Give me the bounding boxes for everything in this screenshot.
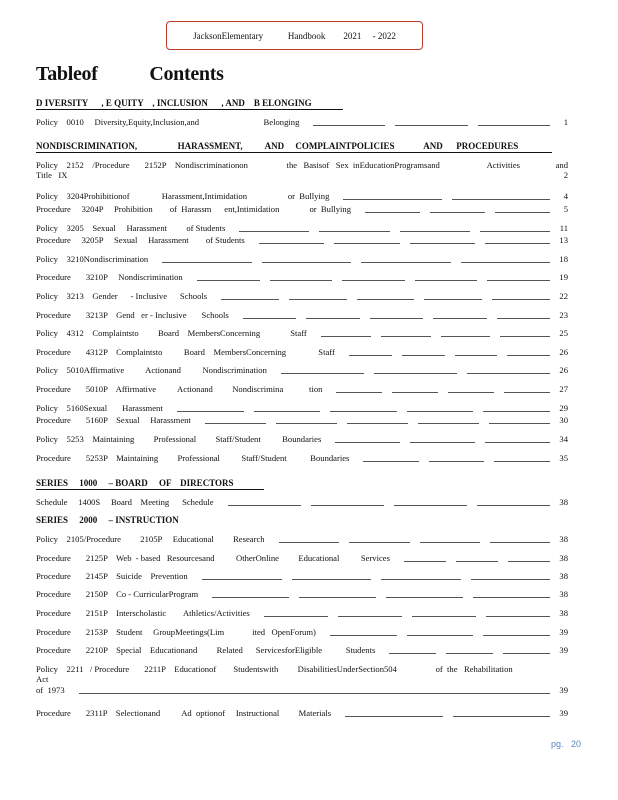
section-heading-nondiscrimination: NONDISCRIMINATION, HARASSMENT, AND COMPLAINTPOLICIES AND PROCEDURES: [36, 141, 552, 153]
leader-line: [503, 653, 550, 654]
leader-line: [330, 411, 397, 412]
leader-line: [455, 355, 498, 356]
toc-entry-page: 29: [559, 403, 568, 413]
toc-entry[interactable]: [36, 160, 568, 180]
toc-entry-page: 38: [559, 553, 568, 563]
toc-entry[interactable]: [36, 384, 568, 394]
toc-entry-page: 34: [559, 434, 568, 444]
section-heading-diversity: D IVERSITY , E QUITY , INCLUSION , AND B ELONGING: [36, 98, 343, 110]
leader-line: [497, 318, 550, 319]
toc-entry-page: 38: [559, 589, 568, 599]
toc-entry[interactable]: [36, 254, 568, 264]
toc-entry-page: 39: [559, 627, 568, 637]
toc-entry[interactable]: [36, 589, 568, 599]
leader-line: [262, 262, 352, 263]
toc-entry-label-continued: of 1973: [36, 685, 65, 695]
leader-line: [486, 616, 550, 617]
toc-entry-label: Procedure 5160P Sexual Harassment: [36, 415, 191, 425]
toc-entry-label-end: and: [555, 160, 568, 170]
leader-line: [349, 355, 392, 356]
handbook-header-box: [166, 21, 423, 50]
leader-line: [441, 336, 491, 337]
toc-entry-page: 19: [559, 272, 568, 282]
toc-entry-page: 35: [559, 453, 568, 463]
toc-title: Tableof Contents: [36, 63, 224, 85]
leader-line: [335, 442, 400, 443]
leader-line: [410, 243, 475, 244]
leader-line: [461, 262, 551, 263]
leader-line: [410, 442, 475, 443]
leader-line: [259, 243, 324, 244]
leader-line: [205, 423, 266, 424]
leader-line: [334, 243, 399, 244]
toc-entry[interactable]: [36, 608, 568, 618]
toc-entry[interactable]: [36, 553, 568, 563]
leader-line: [270, 280, 333, 281]
leader-line: [446, 653, 493, 654]
leader-line: [363, 461, 419, 462]
toc-entry[interactable]: [36, 664, 568, 695]
leader-line: [494, 461, 550, 462]
toc-entry-label: Procedure 3210P Nondiscrimination: [36, 272, 183, 282]
toc-entry[interactable]: [36, 571, 568, 581]
toc-entry-label: Policy 4312 Complaintsto Board MembersConcerning Staff: [36, 328, 307, 338]
leader-line: [311, 505, 384, 506]
leader-line: [467, 373, 550, 374]
leader-line: [508, 561, 550, 562]
leader-line: [338, 616, 402, 617]
leader-line: [212, 597, 289, 598]
leader-line: [500, 336, 550, 337]
leader-line: [264, 616, 328, 617]
leader-line: [79, 693, 550, 694]
toc-entry-label: Procedure 2153P Student GroupMeetings(Lim ited OpenForum): [36, 627, 316, 637]
toc-entry-page: 39: [559, 645, 568, 655]
toc-entry-label: Policy 5160Sexual Harassment: [36, 403, 163, 413]
handbook-header-text: JacksonElementary Handbook 2021 - 2022: [193, 30, 396, 41]
toc-entry-page: 2: [563, 170, 568, 180]
toc-entry-label: Procedure 2151P Interscholastic Athletics/Activities: [36, 608, 250, 618]
toc-entry-label: Procedure 2210P Special Educationand Related ServicesforEligible Students: [36, 645, 376, 655]
toc-entry[interactable]: [36, 310, 568, 320]
leader-line: [424, 299, 482, 300]
leader-line: [370, 318, 423, 319]
toc-entry-page: 39: [559, 685, 568, 695]
toc-entry[interactable]: [36, 497, 568, 507]
leader-line: [485, 243, 550, 244]
toc-entry-page: 22: [559, 291, 568, 301]
leader-line: [430, 212, 485, 213]
leader-line: [281, 373, 364, 374]
toc-entry[interactable]: [36, 291, 568, 301]
leader-line: [412, 616, 476, 617]
leader-line: [347, 423, 408, 424]
toc-entry[interactable]: [36, 534, 568, 544]
toc-entry-page: 38: [559, 534, 568, 544]
leader-line: [336, 392, 382, 393]
toc-entry[interactable]: [36, 645, 568, 655]
leader-line: [418, 423, 479, 424]
toc-entry-label: Procedure 2145P Suicide Prevention: [36, 571, 188, 581]
toc-entry[interactable]: [36, 235, 568, 245]
leader-line: [400, 231, 470, 232]
toc-entry[interactable]: [36, 627, 568, 637]
leader-line: [495, 212, 550, 213]
toc-entry-page: 38: [559, 608, 568, 618]
leader-line: [243, 318, 296, 319]
toc-entry-label: Procedure 5253P Maintaining Professional Staff/Student Boundaries: [36, 453, 350, 463]
leader-line: [342, 280, 405, 281]
toc-entry-label-continued: Act: [36, 674, 49, 684]
leader-line: [480, 231, 550, 232]
leader-line: [504, 392, 550, 393]
leader-line: [345, 716, 443, 717]
leader-line: [395, 125, 467, 126]
leader-line: [453, 716, 551, 717]
toc-entry-page: 26: [559, 365, 568, 375]
toc-entry-label: Procedure 3205P Sexual Harassment of Students: [36, 235, 245, 245]
toc-entry-label: Procedure 3213P Gend er - Inclusive Schools: [36, 310, 229, 320]
toc-entry-label: Policy 3210Nondiscrimination: [36, 254, 149, 264]
toc-entry-label: Procedure 4312P Complaintsto Board MembersConcerning Staff: [36, 347, 335, 357]
leader-line: [365, 212, 420, 213]
toc-entry-label: Procedure 3204P Prohibition of Harassm ent,Intimidation or Bullying: [36, 204, 351, 214]
toc-entry-label: Policy 3204Prohibitionof Harassment,Intimidation or Bullying: [36, 191, 330, 201]
leader-line: [319, 231, 389, 232]
toc-entry-page: 5: [563, 204, 568, 214]
toc-entry[interactable]: [36, 708, 568, 718]
leader-line: [313, 125, 385, 126]
toc-entry-label: Policy 0010 Diversity,Equity,Inclusion,and Belonging: [36, 117, 300, 127]
toc-entry[interactable]: [36, 191, 568, 201]
toc-entry-label: Procedure 2311P Selectionand Ad optionof Instructional Materials: [36, 708, 332, 718]
toc-entry[interactable]: [36, 415, 568, 425]
toc-entry-label: Policy 2105/Procedure 2105P Educational Research: [36, 534, 265, 544]
toc-entry[interactable]: [36, 434, 568, 444]
leader-line: [415, 280, 478, 281]
toc-entry-page: 39: [559, 708, 568, 718]
toc-entry[interactable]: [36, 403, 568, 413]
toc-entry[interactable]: [36, 117, 568, 127]
toc-entry-label: Procedure 2150P Co - CurricularProgram: [36, 589, 199, 599]
leader-line: [289, 299, 347, 300]
leader-line: [357, 299, 415, 300]
leader-line: [239, 231, 309, 232]
leader-line: [381, 579, 461, 580]
toc-entry-page: 4: [563, 191, 568, 201]
toc-entry-page: 30: [559, 415, 568, 425]
toc-entry-label: Procedure 5010P Affirmative Actionand Nondiscrimina tion: [36, 384, 323, 394]
leader-line: [490, 542, 550, 543]
toc-entry[interactable]: [36, 453, 568, 463]
toc-entry-page: 18: [559, 254, 568, 264]
leader-line: [478, 125, 550, 126]
leader-line: [202, 579, 282, 580]
section-heading-series2000: SERIES 2000 – INSTRUCTION: [36, 515, 179, 525]
page-number: pg. 20: [551, 739, 582, 749]
leader-line: [386, 597, 463, 598]
toc-entry-page: 23: [559, 310, 568, 320]
leader-line: [471, 579, 551, 580]
leader-line: [254, 411, 321, 412]
leader-line: [394, 505, 467, 506]
leader-line: [276, 423, 337, 424]
leader-line: [402, 355, 445, 356]
leader-line: [433, 318, 486, 319]
leader-line: [321, 336, 371, 337]
leader-line: [299, 597, 376, 598]
toc-entry-label: Policy 2211 / Procedure 2211P Educationof Studentswith DisabilitiesUnderSection504 of the Rehabilitation: [36, 664, 513, 674]
toc-entry[interactable]: [36, 328, 568, 338]
leader-line: [330, 635, 397, 636]
toc-entry[interactable]: [36, 365, 568, 375]
toc-entry-label: Policy 3213 Gender - Inclusive Schools: [36, 291, 208, 301]
leader-line: [487, 280, 550, 281]
leader-line: [407, 411, 474, 412]
toc-entry-page: 25: [559, 328, 568, 338]
toc-entry-label: Policy 5010Affirmative Actionand Nondiscrimination: [36, 365, 267, 375]
leader-line: [492, 299, 550, 300]
toc-entry[interactable]: [36, 223, 568, 233]
toc-entry-page: 38: [559, 571, 568, 581]
toc-entry-label: Policy 5253 Maintaining Professional Staff/Student Boundaries: [36, 434, 322, 444]
leader-line: [507, 355, 550, 356]
leader-line: [392, 392, 438, 393]
toc-entry-label: Schedule 1400S Board Meeting Schedule: [36, 497, 214, 507]
leader-line: [197, 280, 260, 281]
leader-line: [389, 653, 436, 654]
leader-line: [473, 597, 550, 598]
leader-line: [489, 423, 550, 424]
toc-entry-label: Policy 3205 Sexual Harassment of Students: [36, 223, 226, 233]
toc-entry-label: Policy 2152 /Procedure 2152P Nondiscriminationon the Basisof Sex inEducationProgramsand Activities: [36, 160, 520, 170]
toc-entry-label: Procedure 2125P Web - based Resourcesand OtherOnline Educational Services: [36, 553, 390, 563]
leader-line: [361, 262, 451, 263]
leader-line: [381, 336, 431, 337]
toc-entry-page: 38: [559, 497, 568, 507]
leader-line: [448, 392, 494, 393]
toc-entry[interactable]: [36, 204, 568, 214]
section-heading-series1000: SERIES 1000 – BOARD OF DIRECTORS: [36, 478, 264, 490]
toc-entry-page: 1: [563, 117, 568, 127]
leader-line: [374, 373, 457, 374]
leader-line: [343, 199, 442, 200]
leader-line: [456, 561, 498, 562]
leader-line: [420, 542, 480, 543]
leader-line: [452, 199, 551, 200]
toc-entry-page: 27: [559, 384, 568, 394]
leader-line: [407, 635, 474, 636]
toc-entry[interactable]: [36, 272, 568, 282]
leader-line: [279, 542, 339, 543]
leader-line: [177, 411, 244, 412]
leader-line: [162, 262, 252, 263]
leader-line: [306, 318, 359, 319]
toc-entry-page: 26: [559, 347, 568, 357]
toc-entry[interactable]: [36, 347, 568, 357]
leader-line: [292, 579, 372, 580]
toc-entry-label-continued: Title IX: [36, 170, 68, 180]
leader-line: [485, 442, 550, 443]
leader-line: [483, 411, 550, 412]
leader-line: [477, 505, 550, 506]
leader-line: [429, 461, 485, 462]
leader-line: [228, 505, 301, 506]
leader-line: [404, 561, 446, 562]
leader-line: [349, 542, 409, 543]
leader-line: [221, 299, 279, 300]
toc-entry-page: 11: [559, 223, 568, 233]
leader-line: [483, 635, 550, 636]
toc-entry-page: 13: [559, 235, 568, 245]
